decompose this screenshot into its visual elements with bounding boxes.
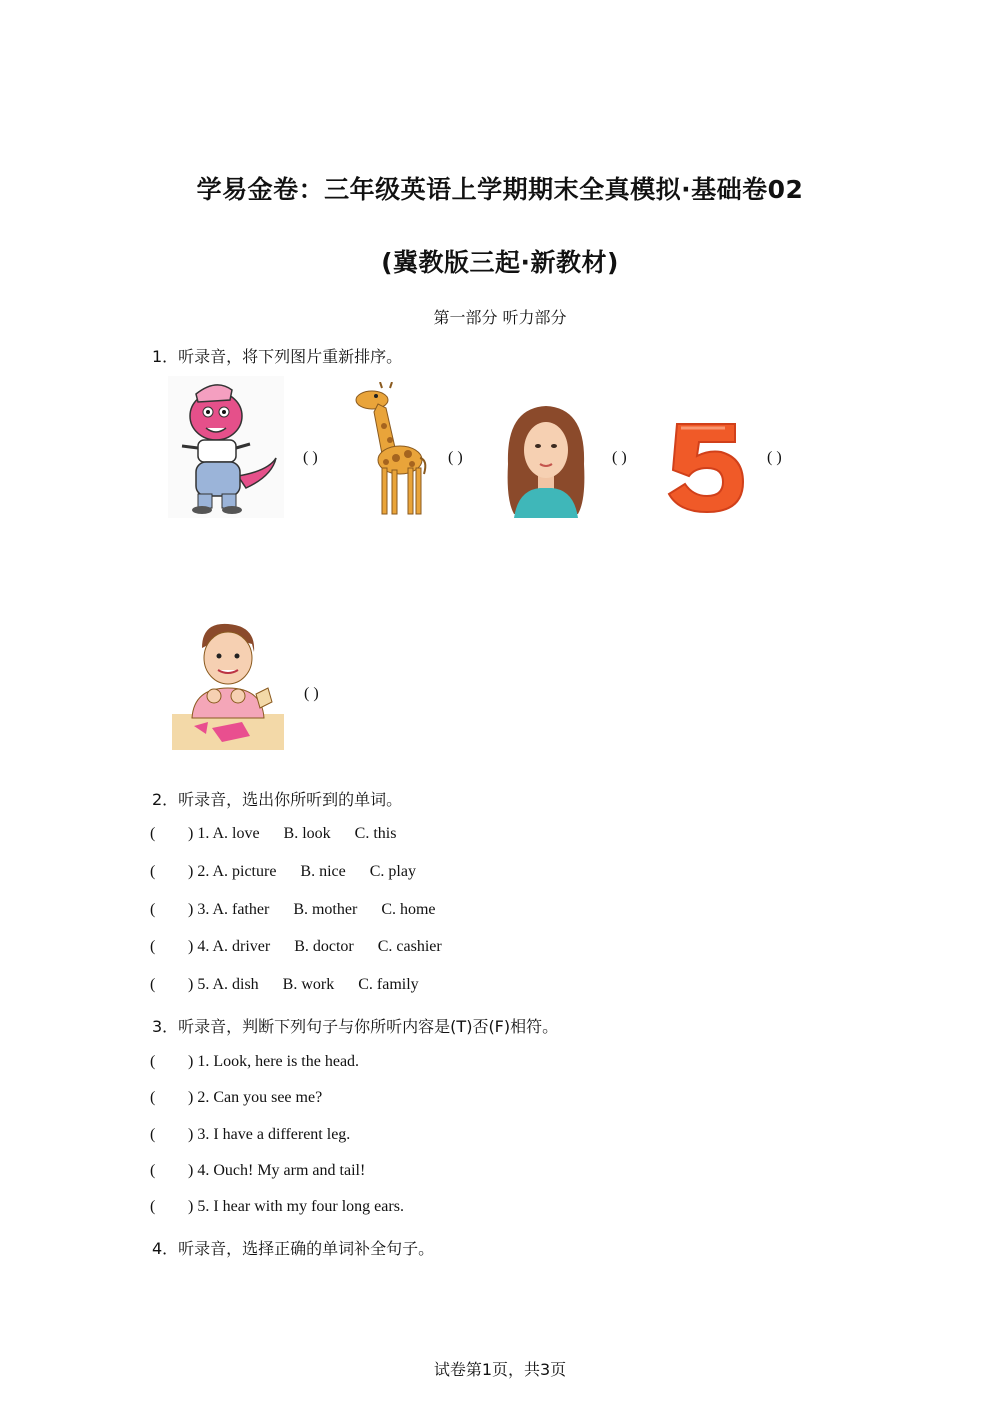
option-b: B. doctor	[294, 938, 354, 955]
q2-item-4	[150, 938, 466, 956]
boy-cutting-paper-image	[172, 618, 284, 750]
sentence-text: ) 1. Look, here is the head.	[188, 1053, 360, 1070]
question-4-prompt: 4．听录音，选择正确的单词补全句子。	[152, 1239, 435, 1258]
q2-item-5	[150, 976, 443, 994]
question-3-prompt: 3．听录音，判断下列句子与你所听内容是(T)否(F)相符。	[152, 1017, 559, 1036]
answer-blank-3[interactable]: ( )	[612, 449, 627, 466]
option-c: C. home	[381, 901, 436, 918]
option-c: C. this	[354, 825, 397, 842]
woman-portrait-image	[500, 404, 592, 518]
q3-item-2	[150, 1089, 322, 1107]
sentence-text: ) 4. Ouch! My arm and tail!	[188, 1162, 366, 1179]
answer-paren[interactable]: (	[150, 1162, 156, 1179]
answer-paren[interactable]: (	[150, 1089, 156, 1106]
q3-item-3	[150, 1126, 350, 1144]
question-1-prompt: 1．听录音，将下列图片重新排序。	[152, 347, 403, 366]
sentence-text: ) 5. I hear with my four long ears.	[188, 1198, 404, 1215]
q2-item-1	[150, 825, 420, 843]
option-b: B. work	[282, 976, 335, 993]
answer-blank-4[interactable]: ( )	[767, 449, 782, 466]
answer-paren[interactable]: (	[150, 976, 156, 993]
q3-item-1	[150, 1053, 359, 1071]
answer-paren[interactable]: (	[150, 1126, 156, 1143]
answer-paren[interactable]: (	[150, 938, 156, 955]
q2-item-3	[150, 901, 460, 919]
answer-paren[interactable]: (	[150, 1053, 156, 1070]
page-subtitle: (冀教版三起·新教材)	[381, 248, 619, 277]
option-a: ) 3. A. father	[188, 901, 270, 918]
answer-paren[interactable]: (	[150, 1198, 156, 1215]
answer-paren[interactable]: (	[150, 901, 156, 918]
q2-item-2	[150, 863, 440, 881]
page-title: 学易金卷：三年级英语上学期期末全真模拟·基础卷02	[196, 175, 804, 204]
option-a: ) 1. A. love	[188, 825, 260, 842]
option-a: ) 2. A. picture	[188, 863, 277, 880]
option-b: B. nice	[300, 863, 346, 880]
answer-blank-1[interactable]: ( )	[303, 449, 318, 466]
sentence-text: ) 2. Can you see me?	[188, 1089, 323, 1106]
sentence-text: ) 3. I have a different leg.	[188, 1126, 351, 1143]
q3-item-5	[150, 1198, 404, 1216]
answer-paren[interactable]: (	[150, 825, 156, 842]
option-c: C. cashier	[377, 938, 442, 955]
page-footer: 试卷第1页，共3页	[433, 1360, 567, 1379]
answer-blank-5[interactable]: ( )	[304, 685, 319, 702]
option-c: C. play	[369, 863, 416, 880]
question-2-prompt: 2．听录音，选出你所听到的单词。	[152, 790, 403, 809]
section-heading: 第一部分 听力部分	[433, 308, 567, 327]
option-c: C. family	[358, 976, 419, 993]
option-b: B. mother	[293, 901, 358, 918]
dinosaur-cartoon-image	[168, 376, 284, 518]
answer-paren[interactable]: (	[150, 863, 156, 880]
giraffe-image	[352, 382, 432, 518]
option-b: B. look	[283, 825, 331, 842]
option-a: ) 5. A. dish	[188, 976, 259, 993]
q3-item-4	[150, 1162, 365, 1180]
answer-blank-2[interactable]: ( )	[448, 449, 463, 466]
number-five-image	[665, 418, 745, 516]
option-a: ) 4. A. driver	[188, 938, 271, 955]
